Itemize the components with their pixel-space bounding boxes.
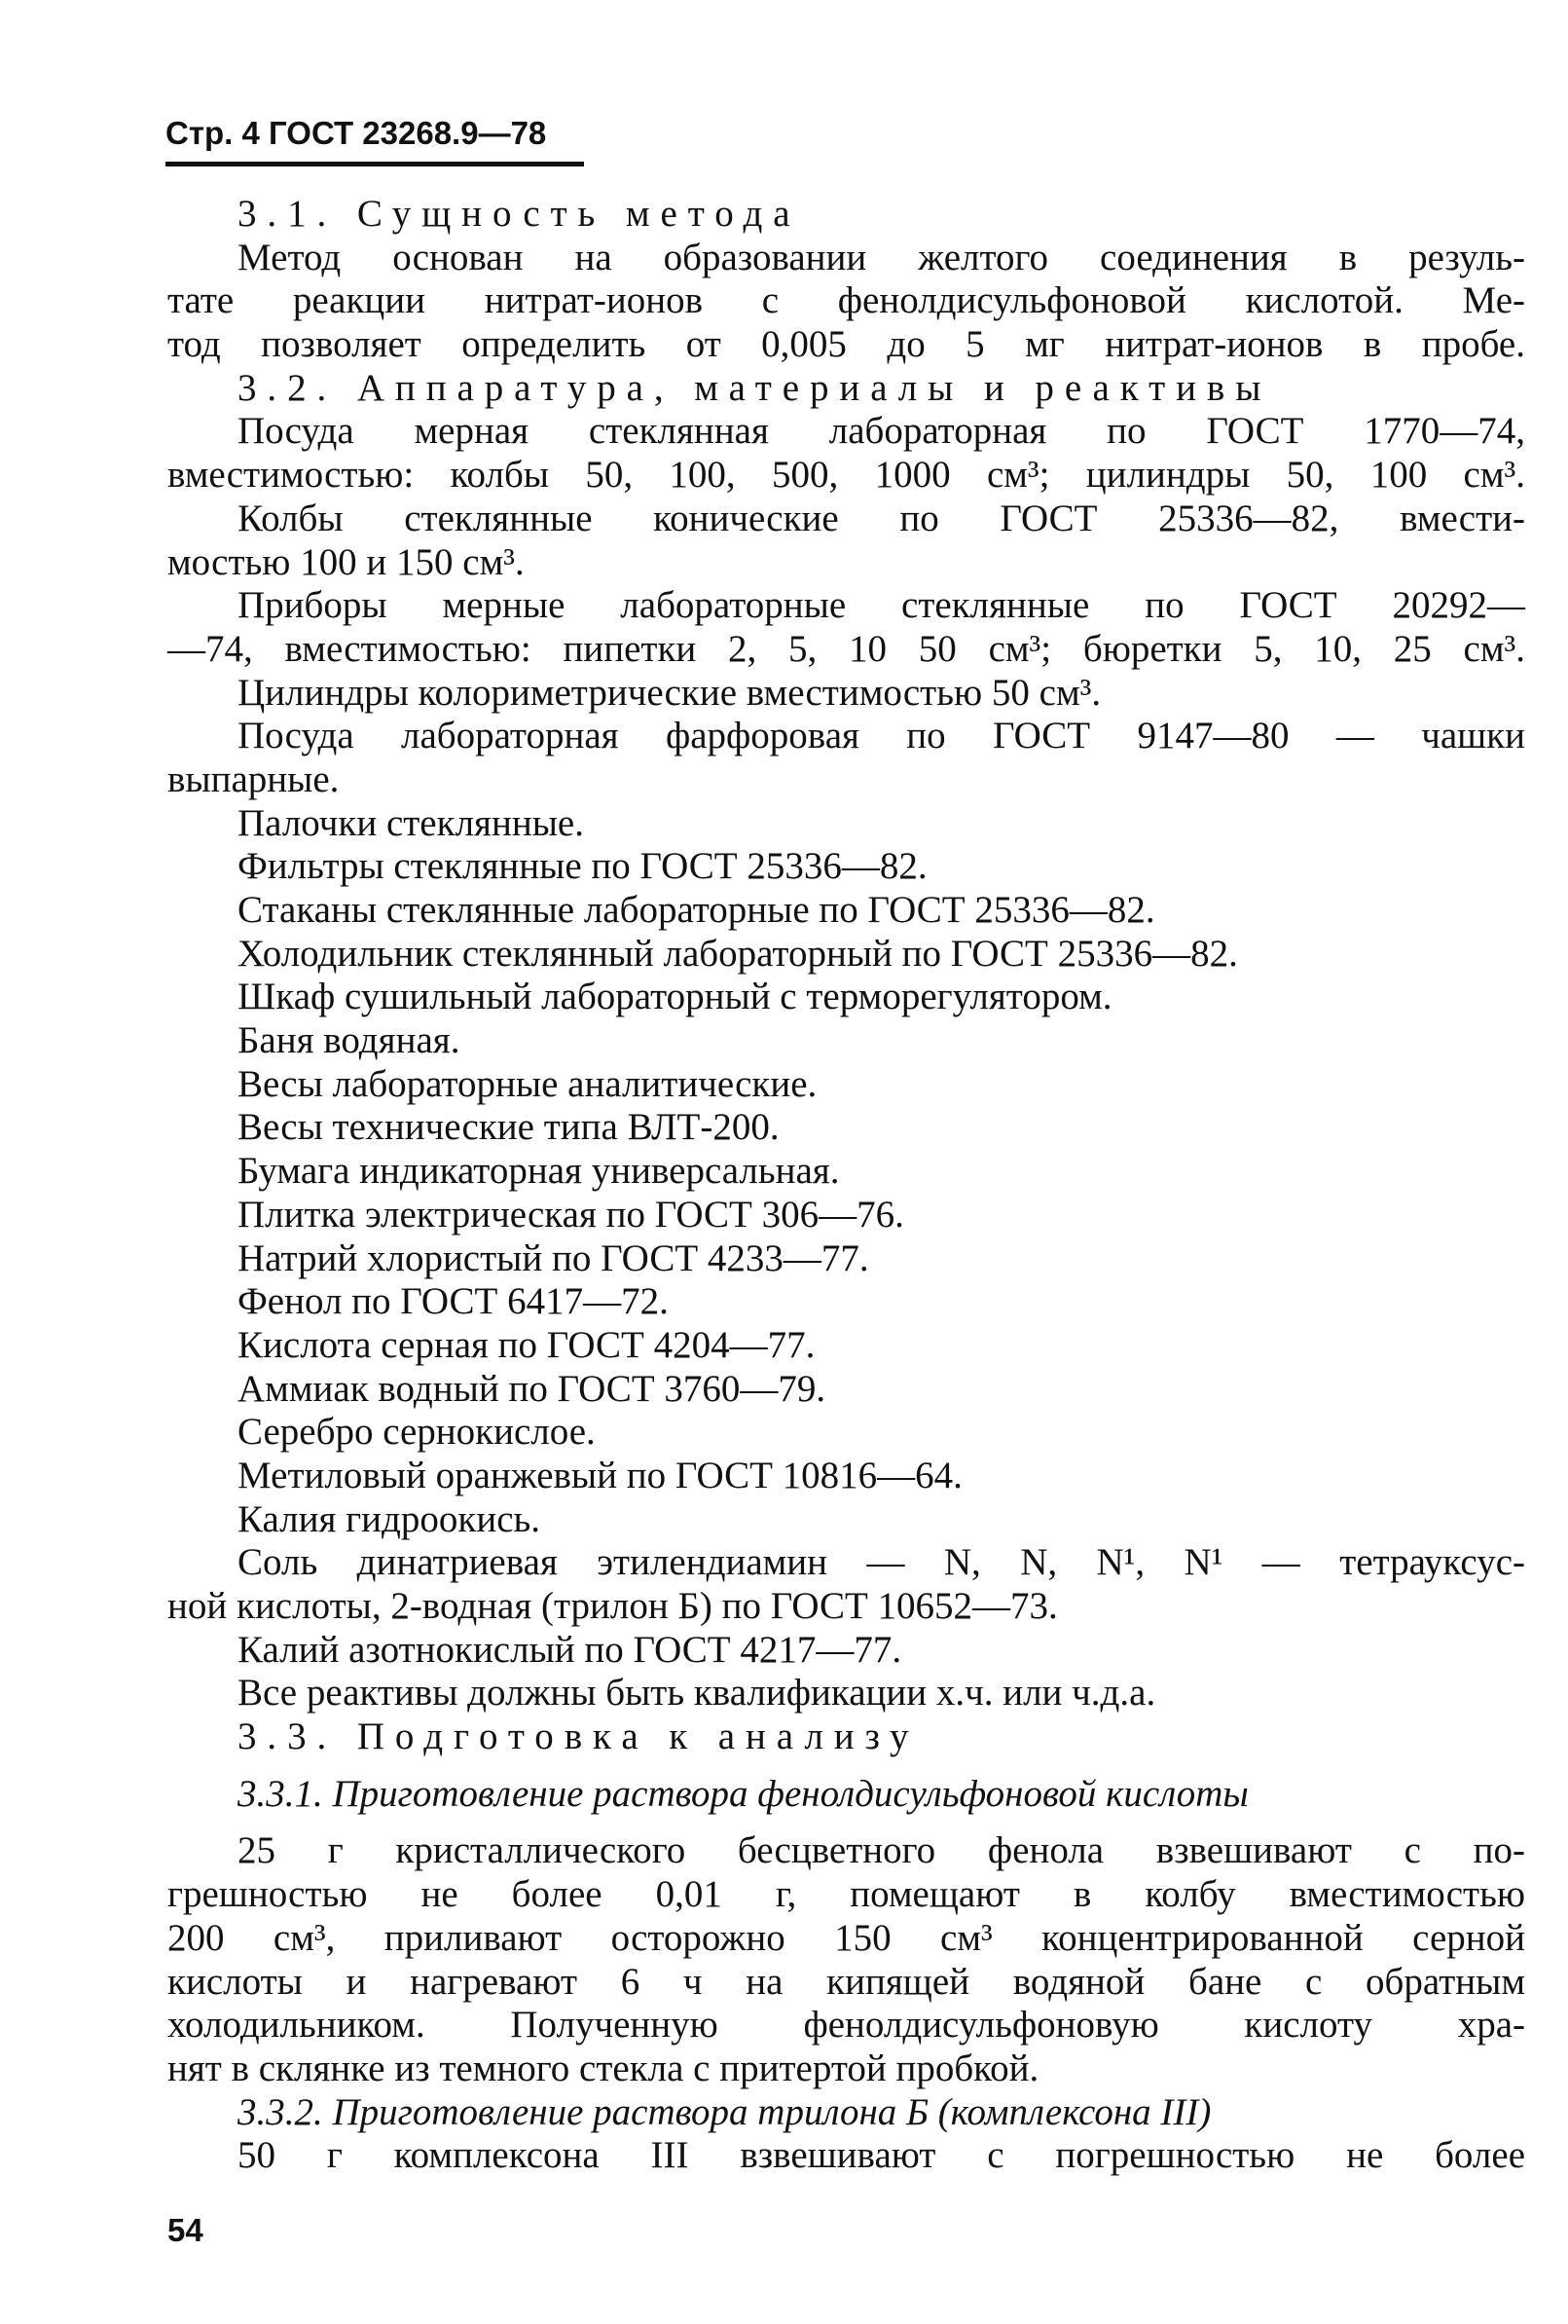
- paragraph-line: 50 г комплексона III взвешивают с погрешностью не более: [237, 2134, 1525, 2177]
- paragraph-line: тод позволяет определить от 0,005 до 5 мг нитрат-ионов в пробе.: [167, 323, 1525, 366]
- list-line: Аммиак водный по ГОСТ 3760—79.: [237, 1367, 826, 1410]
- list-line: Колбы стеклянные конические по ГОСТ 25336—82, вмести-: [237, 497, 1525, 539]
- list-line: —74, вместимостью: пипетки 2, 5, 10 50 см³; бюретки 5, 10, 25 см³.: [167, 627, 1525, 670]
- list-line: Цилиндры колориметрические вместимостью 50 см³.: [237, 671, 1102, 714]
- subsection-3-3-2-heading: 3.3.2. Приготовление раствора трилона Б (комплексона III): [237, 2090, 1212, 2133]
- list-line: Посуда мерная стеклянная лабораторная по ГОСТ 1770—74,: [237, 410, 1525, 453]
- paragraph-line: тате реакции нитрат-ионов с фенолдисульфоновой кислотой. Ме-: [167, 279, 1525, 322]
- list-line: Стаканы стеклянные лабораторные по ГОСТ 25336—82.: [237, 889, 1155, 931]
- list-line: Фенол по ГОСТ 6417—72.: [237, 1280, 669, 1323]
- list-line: Посуда лабораторная фарфоровая по ГОСТ 9147—80 — чашки: [237, 715, 1525, 757]
- paragraph-line: нят в склянке из темного стекла с притертой пробкой.: [167, 2047, 1039, 2089]
- list-line: Холодильник стеклянный лабораторный по ГОСТ 25336—82.: [237, 932, 1238, 975]
- list-line: выпарные.: [167, 757, 340, 800]
- list-line: Серебро сернокислое.: [237, 1411, 596, 1454]
- list-line: Плитка электрическая по ГОСТ 306—76.: [237, 1193, 904, 1236]
- list-line: Весы лабораторные аналитические.: [237, 1062, 818, 1105]
- list-line: Все реактивы должны быть квалификации х.ч. или ч.д.а.: [237, 1672, 1156, 1715]
- list-line: ной кислоты, 2-водная (трилон Б) по ГОСТ 10652—73.: [167, 1585, 1058, 1627]
- list-line: Шкаф сушильный лабораторный с терморегулятором.: [237, 976, 1112, 1018]
- page-header: [165, 115, 584, 152]
- list-line: Калий азотнокислый по ГОСТ 4217—77.: [237, 1628, 902, 1671]
- page-number: 54: [167, 2212, 203, 2248]
- paragraph-line: кислоты и нагревают 6 ч на кипящей водяной бане с обратным: [167, 1960, 1525, 2003]
- list-line: Приборы мерные лабораторные стеклянные по ГОСТ 20292—: [237, 584, 1525, 627]
- header-text: Стр. 4 ГОСТ 23268.9—78: [165, 115, 547, 151]
- list-line: Кислота серная по ГОСТ 4204—77.: [237, 1323, 816, 1366]
- paragraph-line: Метод основан на образовании желтого соединения в резуль-: [237, 236, 1525, 278]
- paragraph-line: холодильником. Полученную фенолдисульфоновую кислоту хра-: [167, 2004, 1525, 2047]
- spacer: [167, 1759, 1525, 1773]
- list-line: Натрий хлористый по ГОСТ 4233—77.: [237, 1236, 869, 1279]
- list-line: Баня водяная.: [237, 1019, 460, 1062]
- list-line: Бумага индикаторная универсальная.: [237, 1150, 840, 1193]
- list-line: Весы технические типа ВЛТ-200.: [237, 1106, 780, 1149]
- list-line: Соль динатриевая этилендиамин — N, N, N¹, N¹ — тетрауксус-: [237, 1541, 1525, 1584]
- list-line: Калия гидроокись.: [237, 1497, 541, 1540]
- section-3-2-heading: 3.2. Аппаратура, материалы и реактивы: [237, 366, 1272, 409]
- paragraph-line: 25 г кристаллического бесцветного фенола взвешивают с по-: [237, 1829, 1525, 1872]
- list-line: Палочки стеклянные.: [237, 801, 584, 844]
- section-3-3-heading: 3.3. Подготовка к анализу: [237, 1715, 920, 1758]
- section-3-1-heading: 3.1. Сущность метода: [237, 193, 801, 235]
- paragraph-line: грешностью не более 0,01 г, помещают в колбу вместимостью: [167, 1873, 1525, 1916]
- spacer: [167, 1816, 1525, 1829]
- list-line: Фильтры стеклянные по ГОСТ 25336—82.: [237, 845, 928, 888]
- subsection-3-3-1-heading: 3.3.1. Приготовление раствора фенолдисульфоновой кислоты: [237, 1772, 1249, 1815]
- header-rule: [165, 162, 584, 166]
- list-line: Метиловый оранжевый по ГОСТ 10816—64.: [237, 1454, 963, 1496]
- paragraph-line: 200 см³, приливают осторожно 150 см³ концентрированной серной: [167, 1916, 1525, 1959]
- page-content: [167, 193, 1525, 2178]
- list-line: вместимостью: колбы 50, 100, 500, 1000 см³; цилиндры 50, 100 см³.: [167, 454, 1525, 497]
- list-line: мостью 100 и 150 см³.: [167, 540, 525, 583]
